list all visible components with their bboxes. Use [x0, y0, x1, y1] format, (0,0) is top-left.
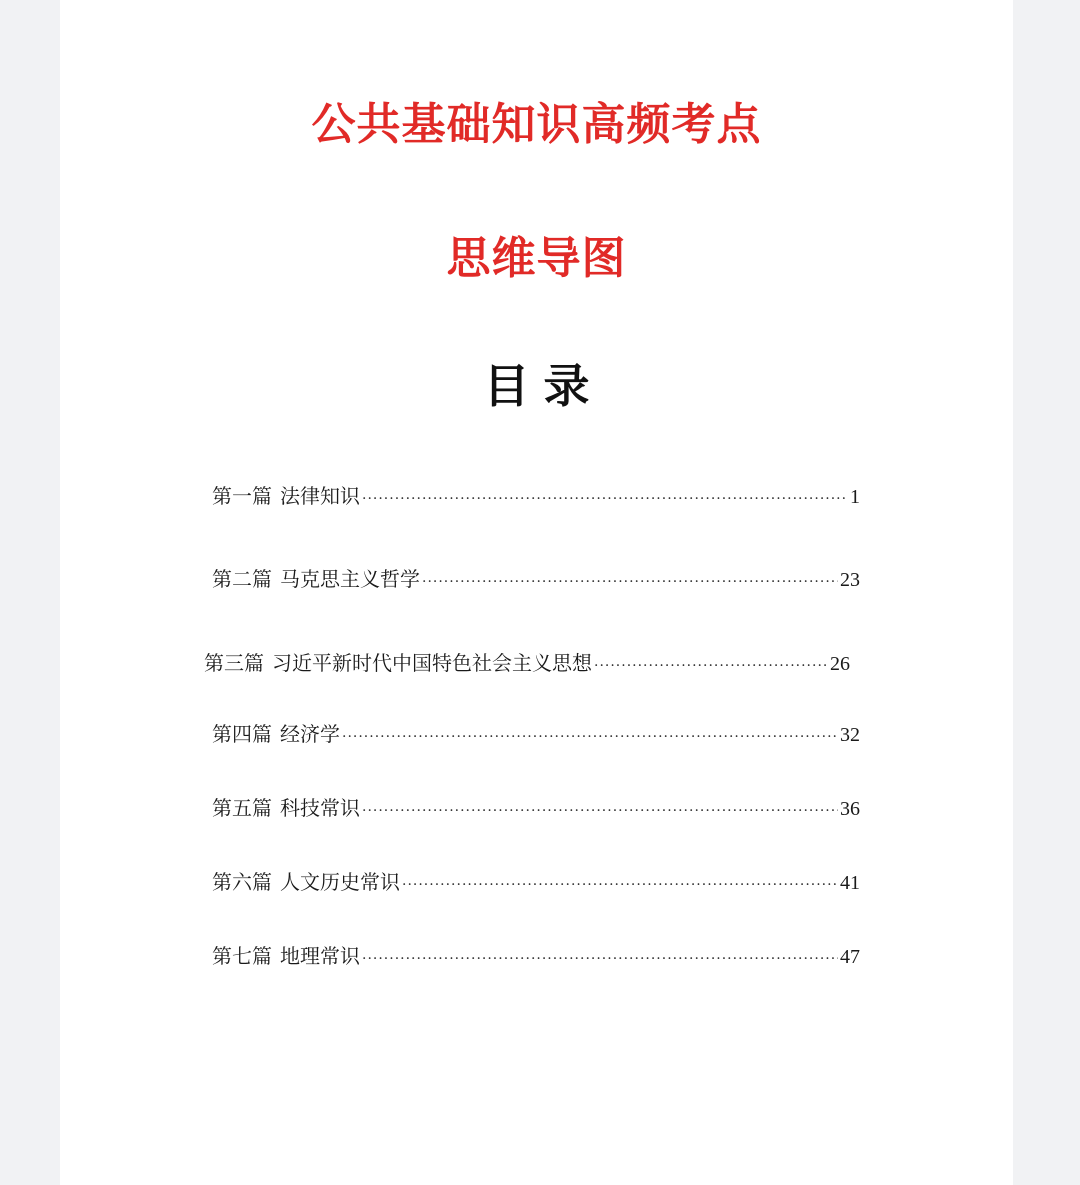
toc-entry[interactable] [212, 792, 860, 821]
toc-entry[interactable] [212, 866, 860, 895]
toc-entry-title: 经济学 [280, 722, 340, 746]
toc-entry-title: 地理常识 [280, 944, 360, 968]
toc-heading: 目录 [483, 359, 604, 413]
toc-page-number: 36 [840, 798, 860, 820]
toc-part-number: 第七篇 [212, 944, 272, 968]
toc-page-number: 23 [840, 569, 860, 591]
toc-entry-title: 人文历史常识 [280, 870, 400, 894]
document-page [60, 0, 1013, 1185]
toc-dot-leader [402, 877, 838, 893]
toc-dot-leader [362, 491, 848, 507]
toc-part-number: 第六篇 [212, 870, 272, 894]
toc-page-number: 41 [840, 872, 860, 894]
toc-entry-title: 马克思主义哲学 [280, 567, 420, 591]
document-title: 公共基础知识高频考点 [311, 99, 762, 150]
toc-entry[interactable] [204, 647, 850, 676]
toc-part-number: 第四篇 [212, 722, 272, 746]
toc-entry[interactable] [212, 940, 860, 969]
toc-dot-leader [362, 951, 838, 967]
toc-dot-leader [422, 574, 838, 590]
toc-page-number: 32 [840, 724, 860, 746]
toc-entry-title: 科技常识 [280, 796, 360, 820]
toc-entry-title: 习近平新时代中国特色社会主义思想 [272, 651, 592, 675]
toc-entry[interactable] [212, 563, 860, 592]
toc-part-number: 第五篇 [212, 796, 272, 820]
document-subtitle: 思维导图 [446, 233, 627, 284]
toc-part-number: 第二篇 [212, 567, 272, 591]
toc-entry[interactable] [212, 718, 860, 747]
toc-dot-leader [594, 658, 828, 674]
toc-page-number: 47 [840, 946, 860, 968]
toc-part-number: 第三篇 [204, 651, 264, 675]
toc-dot-leader [362, 803, 838, 819]
toc-entry-title: 法律知识 [280, 484, 360, 508]
table-of-contents [60, 0, 1013, 1185]
toc-entry[interactable] [212, 480, 860, 509]
toc-part-number: 第一篇 [212, 484, 272, 508]
toc-page-number: 26 [830, 653, 850, 675]
toc-dot-leader [342, 729, 838, 745]
toc-page-number: 1 [850, 486, 860, 508]
